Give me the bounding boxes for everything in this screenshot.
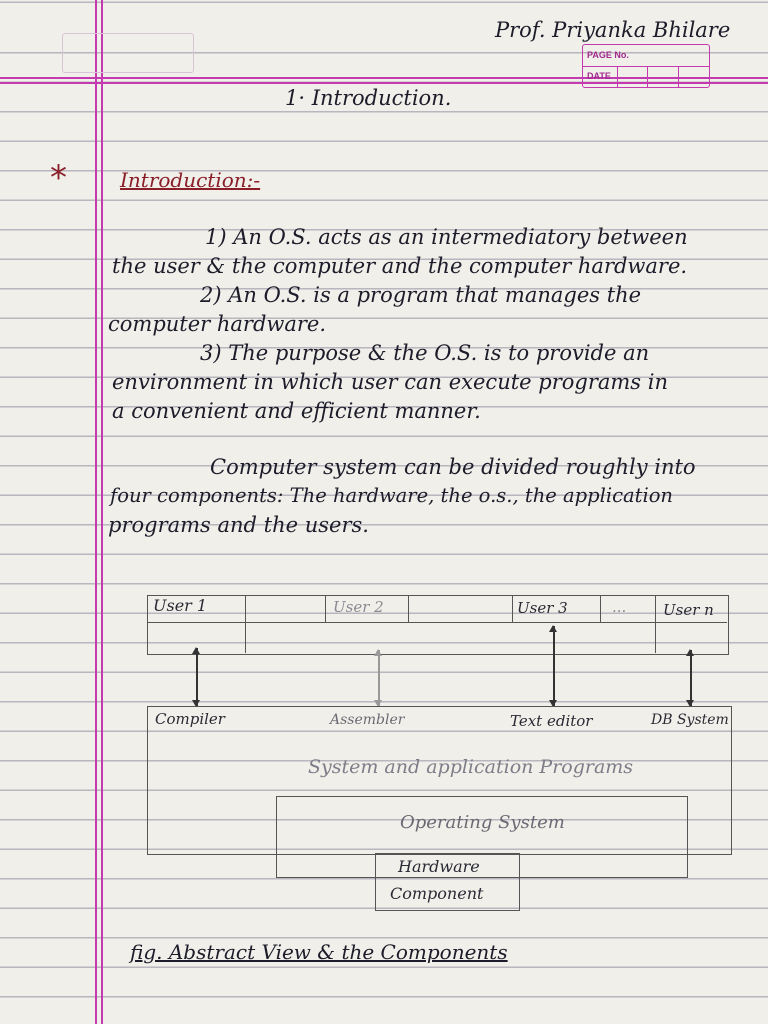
author-name: Prof. Priyanka Bhilare	[495, 18, 731, 42]
paragraph-line: a convenient and efficient manner.	[112, 399, 481, 423]
paragraph-line: programs and the users.	[108, 513, 369, 537]
user-divider	[655, 595, 656, 653]
paragraph-line: 3) The purpose & the O.S. is to provide an	[200, 341, 650, 365]
user-divider	[512, 595, 513, 623]
user-3-label: User 3	[517, 599, 568, 617]
figure-caption: fig. Abstract View & the Components	[130, 940, 508, 964]
user-to-program-arrow	[378, 650, 380, 706]
paragraph-line: 1) An O.S. acts as an intermediatory between	[205, 225, 688, 249]
paragraph-line: the user & the computer and the computer hardware.	[112, 254, 688, 278]
faint-stamp	[62, 33, 194, 73]
user-n-label: User n	[663, 601, 714, 619]
user-divider	[245, 595, 246, 653]
user-divider	[325, 595, 326, 623]
user-to-program-arrow	[196, 648, 198, 706]
date-cell-divider	[678, 66, 679, 87]
user-to-program-arrow	[690, 650, 692, 706]
component-label: Component	[390, 884, 484, 903]
paragraph-line: Computer system can be divided roughly into	[210, 455, 696, 479]
os-layer-label: Operating System	[400, 812, 565, 833]
program-text-editor: Text editor	[510, 712, 593, 730]
hardware-label: Hardware	[398, 857, 480, 876]
user-1-label: User 1	[153, 596, 208, 615]
program-compiler: Compiler	[155, 710, 225, 728]
section-heading: Introduction:-	[120, 168, 261, 192]
user-divider	[600, 595, 601, 623]
paragraph-line: 2) An O.S. is a program that manages the	[200, 283, 642, 307]
program-assembler: Assembler	[330, 712, 405, 728]
users-row-inner	[147, 595, 727, 623]
user-ellipsis: ...	[612, 598, 627, 616]
user-to-program-arrow	[553, 626, 555, 706]
page-date-box	[582, 44, 710, 88]
page-title: 1· Introduction.	[285, 86, 452, 110]
paragraph-line: computer hardware.	[108, 312, 327, 336]
paragraph-line: environment in which user can execute programs in	[112, 370, 668, 394]
left-margin-line	[95, 0, 97, 1024]
paragraph-line: four components: The hardware, the o.s., the application	[110, 484, 673, 507]
user-2-label: User 2	[333, 598, 384, 616]
date-cell-divider	[647, 66, 648, 87]
left-margin-line-2	[101, 0, 103, 1024]
date-cell-divider	[617, 66, 618, 87]
date-label: DATE	[587, 71, 611, 81]
page-no-label: PAGE No.	[583, 45, 709, 67]
user-divider	[408, 595, 409, 623]
program-db-system: DB System	[651, 712, 729, 728]
apps-layer-label: System and application Programs	[308, 756, 634, 778]
star-bullet: *	[50, 158, 67, 198]
